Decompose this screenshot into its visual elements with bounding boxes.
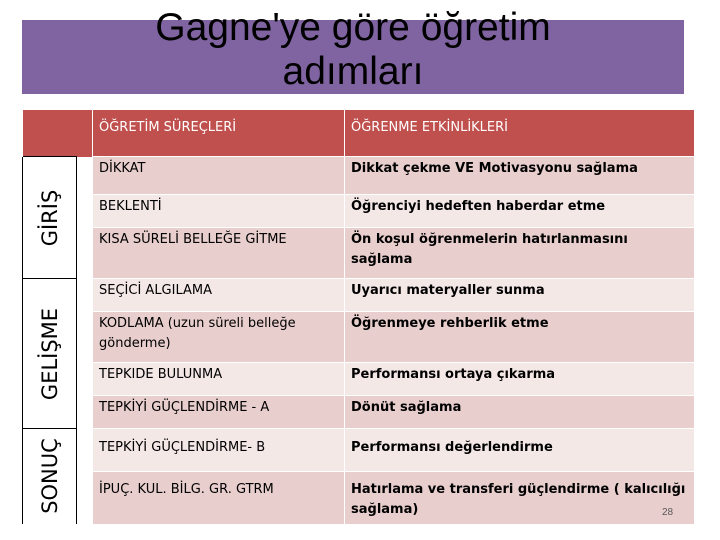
title-line-2: adımları: [282, 50, 424, 93]
table-row: [23, 157, 694, 195]
table-cell: TEPKİYİ GÜÇLENDİRME - A: [93, 396, 345, 429]
table-cell: Performansı ortaya çıkarma: [345, 363, 694, 396]
gagne-steps-table: [22, 109, 694, 524]
header-activities: ÖĞRENME ETKİNLİKLERİ: [345, 110, 694, 157]
table-cell: KODLAMA (uzun süreli belleğe gönderme): [93, 312, 345, 363]
table-row: [23, 363, 694, 396]
table-header-row: [23, 110, 694, 157]
table-cell: Uyarıcı materyaller sunma: [345, 279, 694, 312]
table-cell: BEKLENTİ: [93, 195, 345, 228]
table-cell: İPUÇ. KUL. BİLG. GR. GTRM: [93, 472, 345, 524]
group-sonuc: [23, 429, 77, 524]
table-cell: DİKKAT: [93, 157, 345, 195]
title-line-1: Gagne'ye göre öğretim: [155, 6, 551, 49]
table-row: [23, 429, 694, 472]
group-label: GELİŞME: [37, 307, 62, 400]
table-row: [23, 228, 694, 279]
slide-title: [22, 6, 684, 94]
table-row: [23, 279, 694, 312]
group-gelisme: [23, 279, 77, 429]
table-cell: SEÇİCİ ALGILAMA: [93, 279, 345, 312]
table-cell: Dikkat çekme VE Motivasyonu sağlama: [345, 157, 694, 195]
group-label: GİRİŞ: [37, 189, 62, 246]
table-row: [23, 195, 694, 228]
table-cell: Performansı değerlendirme: [345, 429, 694, 472]
header-processes: ÖĞRETİM SÜREÇLERİ: [93, 110, 345, 157]
table-cell: TEPKİYİ GÜÇLENDİRME- B: [93, 429, 345, 472]
table-cell: KISA SÜRELİ BELLEĞE GİTME: [93, 228, 345, 279]
table-cell: TEPKIDE BULUNMA: [93, 363, 345, 396]
group-label: SONUÇ: [37, 438, 62, 515]
table-cell: Ön koşul öğrenmelerin hatırlanmasını sağlama: [345, 228, 694, 279]
table-cell: Öğrenmeye rehberlik etme: [345, 312, 694, 363]
group-giris: [23, 157, 77, 279]
table-cell: Öğrenciyi hedeften haberdar etme: [345, 195, 694, 228]
table-cell: Hatırlama ve transferi güçlendirme ( kalıcılığı sağlama): [345, 472, 694, 524]
table-row: [23, 312, 694, 363]
table-row: [23, 396, 694, 429]
table-cell: Dönüt sağlama: [345, 396, 694, 429]
page-number: 28: [662, 507, 674, 518]
header-corner: [23, 110, 93, 157]
table-row: [23, 472, 694, 524]
